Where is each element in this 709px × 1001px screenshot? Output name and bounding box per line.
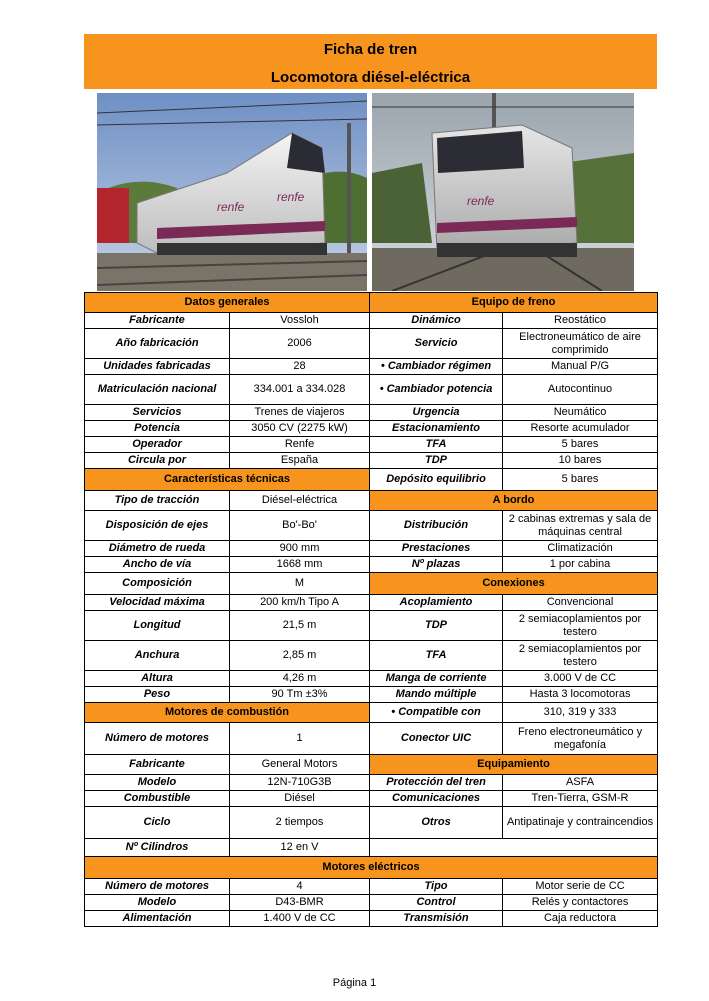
spec-label: Circula por bbox=[85, 453, 230, 469]
spec-label: Combustible bbox=[85, 791, 230, 807]
table-row bbox=[85, 541, 658, 557]
spec-label: Número de motores bbox=[85, 723, 230, 755]
spec-value: 4 bbox=[230, 879, 370, 895]
spec-label: Acoplamiento bbox=[370, 595, 503, 611]
empty-cell bbox=[370, 839, 658, 857]
spec-value: Electroneumático de aire comprimido bbox=[503, 329, 658, 359]
spec-label: Tipo de tracción bbox=[85, 491, 230, 511]
table-row bbox=[85, 687, 658, 703]
table-row bbox=[85, 791, 658, 807]
spec-value: Hasta 3 locomotoras bbox=[503, 687, 658, 703]
spec-value: Relés y contactores bbox=[503, 895, 658, 911]
table-row bbox=[85, 911, 658, 927]
spec-label: Servicios bbox=[85, 405, 230, 421]
locomotive-photo-2 bbox=[372, 93, 634, 291]
table-row bbox=[85, 437, 658, 453]
spec-label: Disposición de ejes bbox=[85, 511, 230, 541]
spec-value: Bo'-Bo' bbox=[230, 511, 370, 541]
spec-label: Nº Cilindros bbox=[85, 839, 230, 857]
section-header-equipamiento: Equipamiento bbox=[370, 755, 658, 775]
spec-label: • Cambiador régimen bbox=[370, 359, 503, 375]
table-row bbox=[85, 671, 658, 687]
spec-value: Autocontinuo bbox=[503, 375, 658, 405]
spec-value: 1 por cabina bbox=[503, 557, 658, 573]
table-row bbox=[85, 469, 658, 491]
spec-value: 1.400 V de CC bbox=[230, 911, 370, 927]
spec-value: ASFA bbox=[503, 775, 658, 791]
table-row bbox=[85, 839, 658, 857]
svg-text:renfe: renfe bbox=[217, 200, 245, 214]
table-row bbox=[85, 641, 658, 671]
spec-label: Dinámico bbox=[370, 313, 503, 329]
spec-value: 2,85 m bbox=[230, 641, 370, 671]
spec-label: • Cambiador potencia bbox=[370, 375, 503, 405]
spec-label: Depósito equilibrio bbox=[370, 469, 503, 491]
spec-value: Antipatinaje y contraincendios bbox=[503, 807, 658, 839]
svg-text:renfe: renfe bbox=[467, 194, 495, 208]
spec-value: 90 Tm ±3% bbox=[230, 687, 370, 703]
table-row bbox=[85, 895, 658, 911]
spec-label: Unidades fabricadas bbox=[85, 359, 230, 375]
table-row bbox=[85, 375, 658, 405]
spec-value: 12N-710G3B bbox=[230, 775, 370, 791]
section-header-caracteristicas: Características técnicas bbox=[85, 469, 370, 491]
spec-value: D43-BMR bbox=[230, 895, 370, 911]
spec-value: General Motors bbox=[230, 755, 370, 775]
spec-value: Freno electroneumático y megafonía bbox=[503, 723, 658, 755]
spec-value: 21,5 m bbox=[230, 611, 370, 641]
spec-value: 5 bares bbox=[503, 469, 658, 491]
locomotive-photo-1 bbox=[97, 93, 367, 291]
spec-value: Renfe bbox=[230, 437, 370, 453]
section-header-motores-electricos: Motores eléctricos bbox=[85, 857, 658, 879]
table-row bbox=[85, 405, 658, 421]
spec-label: Servicio bbox=[370, 329, 503, 359]
spec-value: Resorte acumulador bbox=[503, 421, 658, 437]
table-row bbox=[85, 313, 658, 329]
table-row bbox=[85, 703, 658, 723]
spec-label: TDP bbox=[370, 453, 503, 469]
table-row bbox=[85, 329, 658, 359]
spec-label: Modelo bbox=[85, 895, 230, 911]
spec-label: TDP bbox=[370, 611, 503, 641]
spec-label: Modelo bbox=[85, 775, 230, 791]
spec-value: 1668 mm bbox=[230, 557, 370, 573]
spec-label: Prestaciones bbox=[370, 541, 503, 557]
spec-value: Convencional bbox=[503, 595, 658, 611]
table-row bbox=[85, 595, 658, 611]
spec-label: Control bbox=[370, 895, 503, 911]
spec-label: Distribución bbox=[370, 511, 503, 541]
spec-label: TFA bbox=[370, 437, 503, 453]
spec-value: España bbox=[230, 453, 370, 469]
spec-label: Longitud bbox=[85, 611, 230, 641]
spec-value: Climatización bbox=[503, 541, 658, 557]
table-row bbox=[85, 857, 658, 879]
title-banner bbox=[84, 34, 657, 89]
section-header-equipo-freno: Equipo de freno bbox=[370, 293, 658, 313]
table-row bbox=[85, 359, 658, 375]
spec-value: 5 bares bbox=[503, 437, 658, 453]
spec-label: Diámetro de rueda bbox=[85, 541, 230, 557]
spec-label: Operador bbox=[85, 437, 230, 453]
spec-value: 2 tiempos bbox=[230, 807, 370, 839]
spec-value: Vossloh bbox=[230, 313, 370, 329]
spec-label: Peso bbox=[85, 687, 230, 703]
spec-label: Año fabricación bbox=[85, 329, 230, 359]
spec-label: Anchura bbox=[85, 641, 230, 671]
section-header-a-bordo: A bordo bbox=[370, 491, 658, 511]
svg-text:renfe: renfe bbox=[277, 190, 305, 204]
spec-value: 334.001 a 334.028 bbox=[230, 375, 370, 405]
spec-value: 28 bbox=[230, 359, 370, 375]
spec-value: 2006 bbox=[230, 329, 370, 359]
spec-value: Neumático bbox=[503, 405, 658, 421]
spec-value: Diésel bbox=[230, 791, 370, 807]
table-row bbox=[85, 775, 658, 791]
spec-label: Manga de corriente bbox=[370, 671, 503, 687]
table-row bbox=[85, 511, 658, 541]
spec-value: 310, 319 y 333 bbox=[503, 703, 658, 723]
table-row bbox=[85, 879, 658, 895]
spec-value: Tren-Tierra, GSM-R bbox=[503, 791, 658, 807]
spec-label: Composición bbox=[85, 573, 230, 595]
spec-label: Conector UIC bbox=[370, 723, 503, 755]
spec-value: Manual P/G bbox=[503, 359, 658, 375]
spec-value: 4,26 m bbox=[230, 671, 370, 687]
section-header-datos-generales: Datos generales bbox=[85, 293, 370, 313]
spec-value: 1 bbox=[230, 723, 370, 755]
spec-value: 3.000 V de CC bbox=[503, 671, 658, 687]
spec-label: Número de motores bbox=[85, 879, 230, 895]
spec-value: 900 mm bbox=[230, 541, 370, 557]
spec-value: 12 en V bbox=[230, 839, 370, 857]
spec-value: 10 bares bbox=[503, 453, 658, 469]
spec-value: 3050 CV (2275 kW) bbox=[230, 421, 370, 437]
spec-value: 2 cabinas extremas y sala de máquinas central bbox=[503, 511, 658, 541]
spec-label: Fabricante bbox=[85, 313, 230, 329]
spec-label: Comunicaciones bbox=[370, 791, 503, 807]
spec-value: Diésel-eléctrica bbox=[230, 491, 370, 511]
spec-value: Motor serie de CC bbox=[503, 879, 658, 895]
spec-label: Estacionamiento bbox=[370, 421, 503, 437]
spec-label: Altura bbox=[85, 671, 230, 687]
spec-label: Fabricante bbox=[85, 755, 230, 775]
spec-label: Velocidad máxima bbox=[85, 595, 230, 611]
spec-value: 2 semiacoplamientos por testero bbox=[503, 641, 658, 671]
spec-value: Reostático bbox=[503, 313, 658, 329]
spec-label: Matriculación nacional bbox=[85, 375, 230, 405]
table-row bbox=[85, 755, 658, 775]
table-row bbox=[85, 557, 658, 573]
spec-label: Potencia bbox=[85, 421, 230, 437]
spec-label: Otros bbox=[370, 807, 503, 839]
spec-label: Ciclo bbox=[85, 807, 230, 839]
spec-label: Tipo bbox=[370, 879, 503, 895]
spec-table bbox=[84, 292, 658, 927]
table-row bbox=[85, 723, 658, 755]
page-subtitle: Locomotora diésel-eléctrica bbox=[270, 69, 471, 86]
spec-label: TFA bbox=[370, 641, 503, 671]
spec-value: M bbox=[230, 573, 370, 595]
table-row bbox=[85, 573, 658, 595]
table-row bbox=[85, 807, 658, 839]
page-title: Ficha de tren bbox=[323, 41, 418, 58]
spec-label: Protección del tren bbox=[370, 775, 503, 791]
spec-label: Ancho de vía bbox=[85, 557, 230, 573]
spec-value: Caja reductora bbox=[503, 911, 658, 927]
spec-label: Nº plazas bbox=[370, 557, 503, 573]
table-row bbox=[85, 491, 658, 511]
table-row bbox=[85, 611, 658, 641]
section-header-motores-combustion: Motores de combustión bbox=[85, 703, 370, 723]
table-row bbox=[85, 453, 658, 469]
spec-value: Trenes de viajeros bbox=[230, 405, 370, 421]
spec-label: Alimentación bbox=[85, 911, 230, 927]
section-header-conexiones: Conexiones bbox=[370, 573, 658, 595]
spec-label: Transmisión bbox=[370, 911, 503, 927]
spec-value: 2 semiacoplamientos por testero bbox=[503, 611, 658, 641]
spec-label: Mando múltiple bbox=[370, 687, 503, 703]
spec-value: 200 km/h Tipo A bbox=[230, 595, 370, 611]
spec-label: Urgencia bbox=[370, 405, 503, 421]
spec-label: • Compatible con bbox=[370, 703, 503, 723]
page-footer: Página 1 bbox=[332, 977, 377, 989]
table-row bbox=[85, 421, 658, 437]
table-row bbox=[85, 293, 658, 313]
